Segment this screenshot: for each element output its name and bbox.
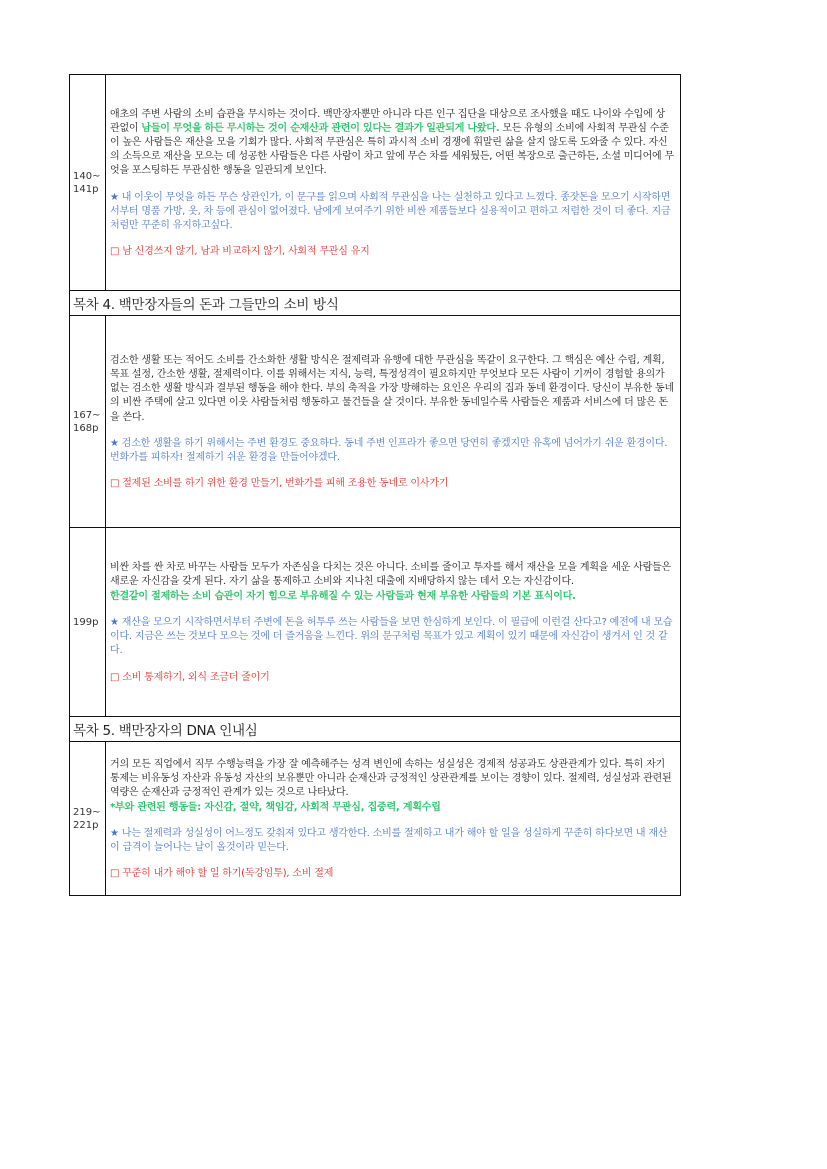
action-item: □ 소비 통제하기, 외식 조금더 줄이기 xyxy=(110,671,270,683)
notes-table xyxy=(69,74,681,896)
quote-paragraph: 비싼 차를 싼 차로 바꾸는 사람들 모두가 자존심을 다치는 것은 아니다. 소비를 줄이고 투자를 해서 재산을 모을 계획을 세운 사람들은 새로운 자신감을 갖게 된다. 자기 삶을 통제하고 소비와 지나친 대출에 지배당하지 않는 데서 오는 자신감이다. xyxy=(110,562,671,588)
quote-paragraph xyxy=(110,108,674,179)
section-title: 목차 5. 백만장자의 DNA 인내심 xyxy=(70,717,681,742)
quote-paragraph: 거의 모든 직업에서 직무 수행능력을 가장 잘 예측해주는 성격 변인에 속하는 성실성은 경제적 성공과도 상관관계가 있다. 특히 자기통제는 비유동성 자산과 유동성 자산의 보유뿐만 아니라 순재산과 긍정적인 상관관계를 보이는 경향이 있다. 절제력, 성실성과 관련된 역량은 순재산과 긍정적인 관계가 있는 것으로 나타났다. xyxy=(110,759,672,799)
page-range xyxy=(70,528,106,717)
reflection-note: ★ 검소한 생활을 하기 위해서는 주변 환경도 중요하다. 동네 주변 인프라가 좋으면 당연히 좋겠지만 유혹에 넘어가기 쉬운 환경이다. 번화가를 피하자! 절제하기 쉬운 환경을 만들어야겠다. xyxy=(110,437,668,463)
action-item: □ 절제된 소비를 하기 위한 환경 만들기, 번화가를 피해 조용한 동네로 이사가기 xyxy=(110,478,449,490)
reflection-note: ★ 재산을 모으기 시작하면서부터 주변에 돈을 허투루 쓰는 사람들을 보면 한심하게 보인다. 이 필급에 이런걸 산다고? 예전에 내 모습이다. 지금은 쓰는 것보다 모으는 것에 더 즐거움을 느낀다. 위의 문구처럼 목표가 있고 계획이 있기 때문에 자신감이 생겨서 인 것 같다. xyxy=(110,616,673,657)
quote-paragraph: 검소한 생활 또는 적어도 소비를 간소화한 생활 방식은 절제력과 유행에 대한 무관심을 똑같이 요구한다. 그 핵심은 예산 수립, 계획, 목표 설정, 간소한 생활, 절제력이다. 이를 위해서는 지식, 능력, 특정성격이 필요하지만 무엇보다 모든 사람이 기꺼이 경험할 용의가 없는 검소한 생활 방식과 결부된 행동을 해야 한다. 부의 축적을 가장 방해하는 요인은 우리의 집과 동네 환경이다. 당신이 부유한 동네의 비싼 주택에 살고 있다면 이웃 사람들처럼 행동하고 물건들을 살 것이다. 부유한 동네일수록 사람들은 제품과 서비스에 더 많은 돈을 쓴다. xyxy=(110,354,674,423)
page-range xyxy=(70,742,106,896)
quote-highlight: *부와 관련된 행동들: 자신감, 절약, 책임감, 사회적 무관심, 집중력, 계획수립 xyxy=(110,801,441,813)
note-row xyxy=(70,75,681,291)
quote-text: 애초의 주변 사람의 소비 습관을 무시하는 것이다. 백만장자뿐만 아니라 다른 인구 집단을 대상으로 조사했을 때도 나이와 수입에 상관없이 xyxy=(110,108,665,134)
action-item: □ 꾸준히 내가 해야 할 일 하기(독강임투), 소비 절제 xyxy=(110,868,334,880)
reflection-note: ★ 내 이웃이 무엇을 하든 무슨 상관인가, 이 문구를 읽으며 사회적 무관심을 나는 실천하고 있다고 느꼈다. 종잣돈을 모으기 시작하면서부터 명품 가방, 옷, 차 등에 관심이 없어졌다. 남에게 보여주기 위한 비싼 제품들보다 실용적이고 편하고 저렴한 것이 더 좋다. 지금처럼만 꾸준히 유지하고싶다. xyxy=(110,191,671,231)
note-row xyxy=(70,316,681,528)
quote-text: 모든 유형의 소비에 사회적 무관심 수준이 높은 사람들은 재산을 모을 기회가 많다. 사회적 무관심은 특히 과시적 소비 경쟁에 휘말린 삶을 살지 않도록 도와줄 수 있다. 자신의 소득으로 재산을 모으는 데 성공한 사람들은 다른 사람이 차고 앞에 무슨 차를 세워뒀든, 어떤 복장으로 출근하든, 소셜 미디어에 무엇을 포스팅하든 무관심한 행동을 일관되게 보인다. xyxy=(110,122,674,177)
section-title: 목차 4. 백만장자들의 돈과 그들만의 소비 방식 xyxy=(70,291,681,316)
page-range-text: 140~ 141p xyxy=(73,170,101,195)
page-range-text: 167~ 168p xyxy=(73,409,101,434)
page-range-text: 219~ 221p xyxy=(73,806,101,831)
reflection-note: ★ 나는 절제력과 성실성이 어느정도 갖춰져 있다고 생각한다. 소비를 절제하고 내가 해야 할 일을 성실하게 꾸준히 하다보면 내 재산이 급격이 늘어나는 날이 올것이라 믿는다. xyxy=(110,827,668,854)
note-body xyxy=(106,316,681,528)
page-range xyxy=(70,316,106,528)
note-row xyxy=(70,742,681,896)
book-notes-sheet xyxy=(69,74,681,896)
section-row xyxy=(70,291,681,316)
quote-highlight: 남들이 무엇을 하든 무시하는 것이 순재산과 관련이 있다는 결과가 일관되게 나왔다. xyxy=(141,122,500,134)
section-row xyxy=(70,717,681,742)
action-item: □ 남 신경쓰지 않기, 남과 비교하지 않기, 사회적 무관심 유지 xyxy=(110,246,370,258)
note-row xyxy=(70,528,681,717)
note-body xyxy=(106,742,681,896)
page-range-text: 199p xyxy=(73,616,99,628)
quote-highlight: 한결같이 절제하는 소비 습관이 자기 힘으로 부유해질 수 있는 사람들과 현재 부유한 사람들의 기본 표식이다. xyxy=(110,590,576,602)
note-body xyxy=(106,528,681,717)
note-body xyxy=(106,75,681,291)
page-range xyxy=(70,75,106,291)
